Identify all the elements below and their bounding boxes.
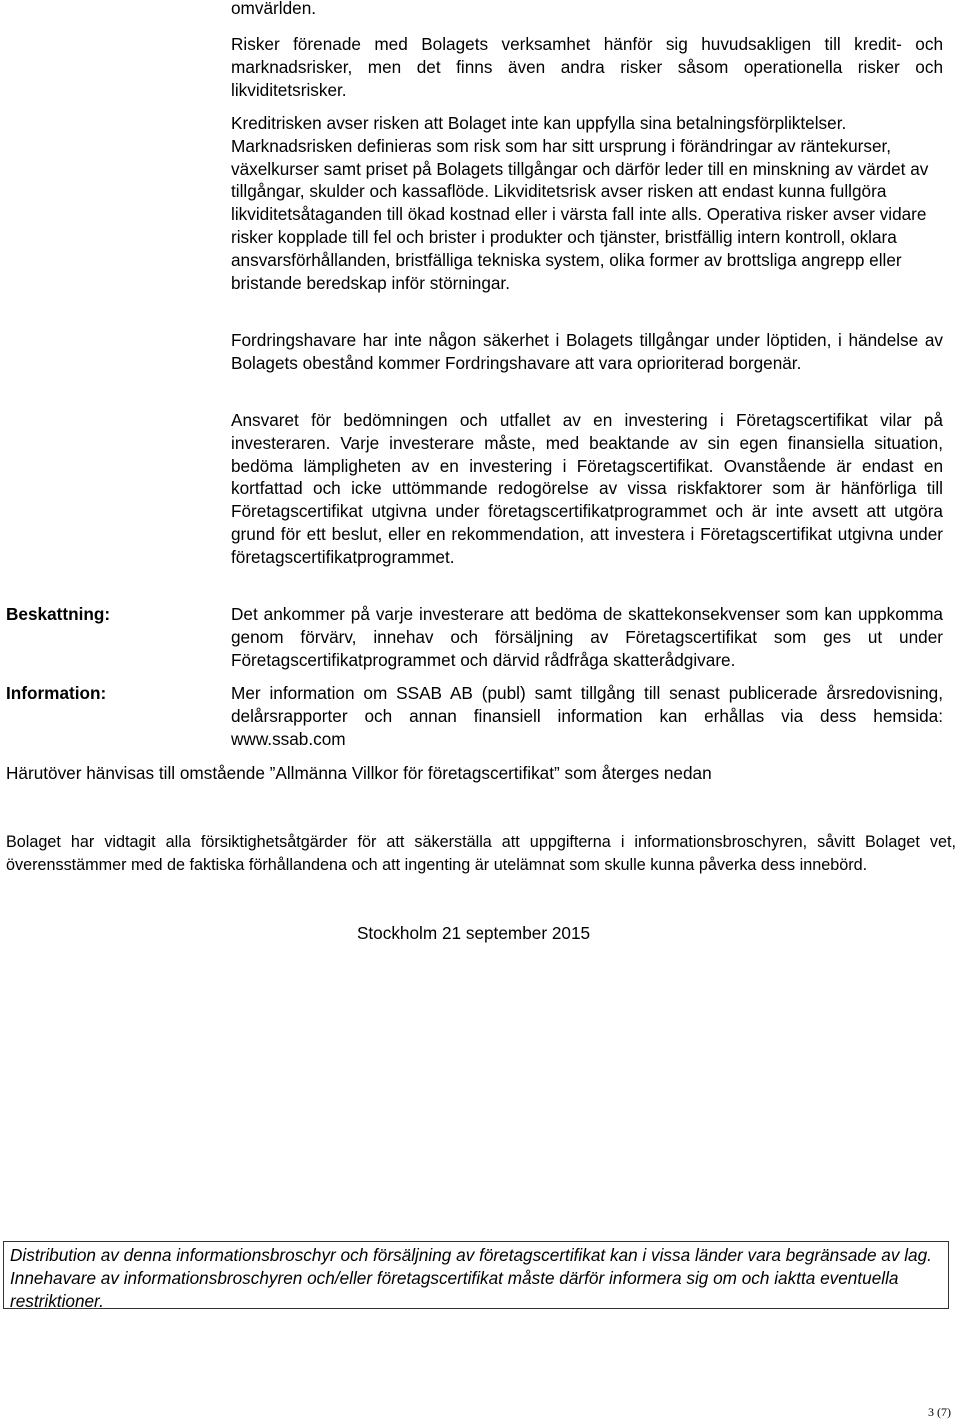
taxation-label: Beskattning: [6,604,111,624]
distribution-notice-box [3,1241,949,1309]
responsibility-paragraph: Ansvaret för bedömningen och utfallet av en investering i Företagscertifikat vilar på investeraren. Varje investerare måste, med beaktande av sin egen finansiella situation, bedöma lämpligheten av en investering i Företagscertifikat. Ovanstående är endast en kortfattad och icke uttömmande redogörelse av vissa riskfaktorer som är hänförliga till Företagscertifikat utgivna under företagscertifikatprogrammet och är inte avsett att utgöra grund för ett beslut, eller en rekommendation, att investera i Företagscertifikat utgivna under företagscertifikatprogrammet. [231,410,943,567]
place-date: Stockholm 21 september 2015 [356,923,591,943]
declaration-paragraph: Bolaget har vidtagit alla försiktighetsåtgärder för att säkerställa att uppgifterna i informationsbroschyren, såvitt Bolaget vet, överensstämmer med de faktiska förhållandena och att ingenting är utelämnat som skulle kunna påverka dess innebörd. [6,833,956,874]
information-label: Information: [6,683,107,703]
information-paragraph: Mer information om SSAB AB (publ) samt tillgång till senast publicerade årsredovisning, delårsrapporter och annan finansiell information kan erhållas via dess hemsida: www.ssab.com [231,683,943,749]
risk-definitions-text: Kreditrisken avser risken att Bolaget inte kan uppfylla sina betalningsförpliktelser. Marknadsrisken definieras som risk som har sitt ursprung i förändringar av räntekurser, växelkurser samt priset på Bolagets tillgångar och därför leder till en minskning av värdet av tillgångar, skulder och kassaflöde. Likviditetsrisk avser risken att endast kunna fullgöra likviditetsåtaganden till ökad kostnad eller i värsta fall inte alls. Operativa risker avser vidare risker kopplade till fel och brister i produkter och tjänster, bristfällig intern kontroll, oklara ansvarsförhållanden, bristfälliga tekniska system, olika former av brottsliga angrepp eller bristande beredskap inför störningar. [231,113,929,293]
continued-line: omvärlden. [231,0,317,18]
taxation-paragraph: Det ankommer på varje investerare att bedöma de skattekonsekvenser som kan uppkomma genom förvärv, innehav och försäljning av Företagscertifikat som ges ut under Företagscertifikatprogrammet och därvid rådfråga skatterådgivare. [231,604,943,670]
distribution-notice-text: Distribution av denna informationsbroschyr och försäljning av företagscertifikat kan i vissa länder vara begränsade av lag. Innehavare av informationsbroschyren och/eller företagscertifikat måste därför informera sig om och iaktta eventuella restriktioner. [10,1245,932,1311]
risk-intro-paragraph: Risker förenade med Bolagets verksamhet hänför sig huvudsakligen till kredit- och marknadsrisker, men det finns även andra risker såsom operationella risker och likviditetsrisker. [231,34,943,100]
page-number: 3 (7) [928,1405,951,1419]
risk-definitions-paragraph [231,112,943,294]
reference-line: Härutöver hänvisas till omstående ”Allmänna Villkor för företagscertifikat” som återges nedan [6,763,712,783]
creditors-paragraph: Fordringshavare har inte någon säkerhet i Bolagets tillgångar under löptiden, i händelse av Bolagets obestånd kommer Fordringshavare att vara oprioriterad borgenär. [231,330,943,373]
